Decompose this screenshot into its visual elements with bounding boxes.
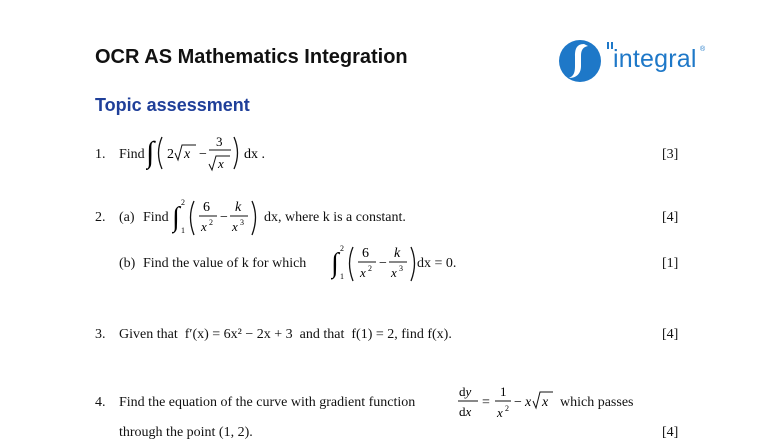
svg-text:x: x <box>218 156 224 171</box>
svg-text:k: k <box>235 200 242 215</box>
svg-text:−: − <box>379 256 387 271</box>
logo-tick-mark <box>607 42 609 49</box>
svg-text:x: x <box>391 265 397 280</box>
svg-text:2: 2 <box>209 218 213 227</box>
svg-text:x: x <box>525 395 532 410</box>
question-1-text: Find <box>119 147 145 162</box>
integral-logo-icon <box>557 38 607 84</box>
question-2b-text: Find the value of k for which <box>143 256 307 271</box>
svg-text:1: 1 <box>500 384 507 399</box>
svg-text:2: 2 <box>368 264 372 273</box>
question-2-number: 2. <box>95 210 106 225</box>
question-4-text-after: which passes <box>560 395 634 410</box>
svg-text:3: 3 <box>399 264 403 273</box>
question-2a-integral <box>172 195 264 241</box>
svg-text:∫: ∫ <box>331 248 339 279</box>
question-1-marks: [3] <box>662 147 679 162</box>
svg-text:6: 6 <box>203 200 210 215</box>
svg-text:−: − <box>220 210 228 225</box>
svg-text:dx: dx <box>459 404 472 419</box>
question-3-marks: [4] <box>662 327 679 342</box>
question-2a-text-after: dx, where k is a constant. <box>264 210 406 225</box>
svg-text:2: 2 <box>505 404 509 413</box>
question-1-number: 1. <box>95 147 106 162</box>
question-2b-integral <box>331 241 423 287</box>
svg-text:∫: ∫ <box>146 136 155 169</box>
svg-text:dx .: dx . <box>244 147 265 162</box>
page-title: OCR AS Mathematics Integration <box>95 46 408 68</box>
question-3-text: Given that f′(x) = 6x² − 2x + 3 and that f(1) = 2, find f(x). <box>119 327 452 342</box>
svg-text:x: x <box>360 265 366 280</box>
svg-text:x: x <box>201 219 207 234</box>
question-4-number: 4. <box>95 395 106 410</box>
svg-text:x: x <box>497 405 503 420</box>
section-subtitle: Topic assessment <box>95 95 250 115</box>
svg-text:6: 6 <box>362 246 369 261</box>
svg-text:1: 1 <box>181 226 185 235</box>
question-1-integral <box>146 131 276 175</box>
question-2a-label: (a) <box>119 210 135 225</box>
svg-text:−: − <box>199 147 207 162</box>
svg-text:2: 2 <box>167 147 174 162</box>
svg-text:−: − <box>514 395 522 410</box>
logo-trademark: ® <box>700 46 706 53</box>
question-2b-label: (b) <box>119 256 136 271</box>
svg-text:x: x <box>232 219 238 234</box>
svg-text:k: k <box>394 246 401 261</box>
question-2b-marks: [1] <box>662 256 679 271</box>
integral-logo <box>557 38 717 84</box>
question-4-marks: [4] <box>662 425 679 440</box>
svg-text:2: 2 <box>340 244 344 253</box>
question-2a-text: Find <box>143 210 169 225</box>
question-4-line2: through the point (1, 2). <box>119 425 253 440</box>
svg-text:x: x <box>184 147 191 162</box>
logo-wordmark: integral <box>613 45 697 73</box>
question-2a-marks: [4] <box>662 210 679 225</box>
svg-text:∫: ∫ <box>172 202 180 233</box>
svg-text:=: = <box>482 395 490 410</box>
svg-text:3: 3 <box>240 218 244 227</box>
svg-text:3: 3 <box>216 134 223 149</box>
question-4-text: Find the equation of the curve with gradient function <box>119 395 416 410</box>
question-4-gradient-function <box>456 381 556 425</box>
svg-text:x: x <box>542 395 549 410</box>
svg-text:dy: dy <box>459 384 472 399</box>
question-2b-text-after: dx = 0. <box>417 256 457 271</box>
question-3-number: 3. <box>95 327 106 342</box>
svg-text:1: 1 <box>340 272 344 281</box>
svg-text:2: 2 <box>181 198 185 207</box>
